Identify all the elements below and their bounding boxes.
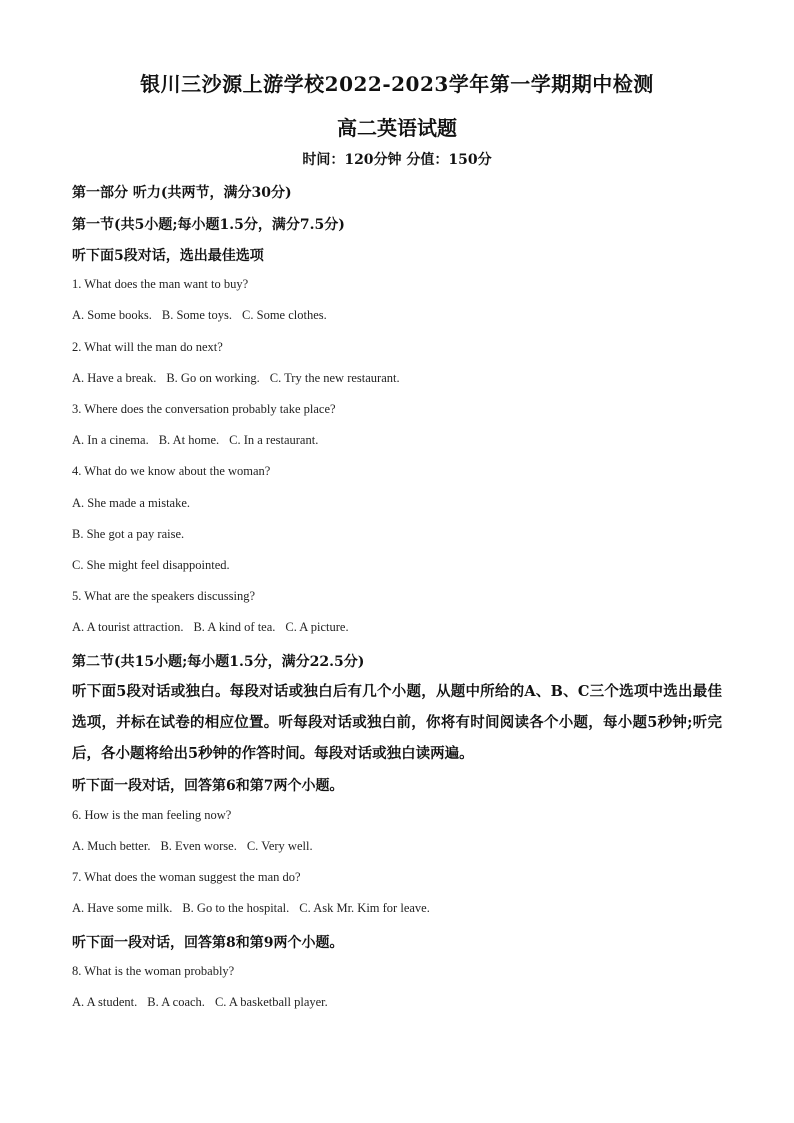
group-2-instruction: 听下面一段对话，回答第8和第9两个小题。 <box>72 935 344 951</box>
option-a: A. Some books. <box>72 308 152 322</box>
option-a: A. Much better. <box>72 839 151 853</box>
exam-title: 银川三沙源上游学校2022-2023学年第一学期期中检测 <box>140 72 654 96</box>
question-4-option-c: C. She might feel disappointed. <box>72 558 230 572</box>
question-3-options <box>72 433 328 448</box>
option-c: C. In a restaurant. <box>229 433 319 447</box>
option-b: B. Go to the hospital. <box>182 901 290 915</box>
option-b: B. A kind of tea. <box>193 620 276 634</box>
section1-heading: 第一节(共5小题;每小题1.5分，满分7.5分) <box>72 217 345 233</box>
part1-heading: 第一部分 听力(共两节，满分30分) <box>72 185 292 201</box>
question-7-options <box>72 901 440 916</box>
question-5-options <box>72 620 359 635</box>
option-a: A. Have a break. <box>72 371 157 385</box>
option-c: C. Very well. <box>246 839 313 853</box>
option-b: B. Even worse. <box>160 839 237 853</box>
question-4: 4. What do we know about the woman? <box>72 464 271 478</box>
question-2: 2. What will the man do next? <box>72 340 223 354</box>
option-b: B. Some toys. <box>161 308 233 322</box>
section2-instruction: 听下面5段对话或独白。每段对话或独白后有几个小题，从题中所给的A、B、C三个选项中选出最佳选项，并标在试卷的相应位置。听每段对话或独白前，你将有时间阅读各个小题，每小题5秒钟;听完后，各小题将给出5秒钟的作答时间。每段对话或独白读两遍。 <box>72 683 722 762</box>
option-b: B. At home. <box>158 433 220 447</box>
option-c: C. Ask Mr. Kim for leave. <box>299 901 430 915</box>
question-6: 6. How is the man feeling now? <box>72 808 232 822</box>
section2-heading: 第二节(共15小题;每小题1.5分，满分22.5分) <box>72 654 365 670</box>
question-3: 3. Where does the conversation probably take place? <box>72 402 336 416</box>
question-1: 1. What does the man want to buy? <box>72 277 249 291</box>
option-c: C. A picture. <box>285 620 349 634</box>
section1-instruction: 听下面5段对话，选出最佳选项 <box>72 248 264 264</box>
question-6-options <box>72 839 323 854</box>
option-b: B. A coach. <box>147 995 205 1009</box>
option-c: C. Some clothes. <box>242 308 327 322</box>
option-c: C. Try the new restaurant. <box>269 371 400 385</box>
option-b: B. Go on working. <box>166 371 260 385</box>
option-a: A. In a cinema. <box>72 433 149 447</box>
question-8: 8. What is the woman probably? <box>72 964 235 978</box>
option-a: A. Have some milk. <box>72 901 173 915</box>
group-1-instruction: 听下面一段对话，回答第6和第7两个小题。 <box>72 778 344 794</box>
question-2-options <box>72 371 410 386</box>
question-7: 7. What does the woman suggest the man do? <box>72 870 301 884</box>
option-c: C. A basketball player. <box>214 995 328 1009</box>
option-a: A. A tourist attraction. <box>72 620 184 634</box>
question-4-option-b: B. She got a pay raise. <box>72 527 185 541</box>
exam-subtitle: 高二英语试题 <box>337 116 457 140</box>
exam-meta: 时间：120分钟 分值：150分 <box>302 152 492 168</box>
question-4-option-a: A. She made a mistake. <box>72 496 191 510</box>
question-8-options <box>72 995 338 1010</box>
question-1-options <box>72 308 337 323</box>
option-a: A. A student. <box>72 995 138 1009</box>
question-5: 5. What are the speakers discussing? <box>72 589 256 603</box>
